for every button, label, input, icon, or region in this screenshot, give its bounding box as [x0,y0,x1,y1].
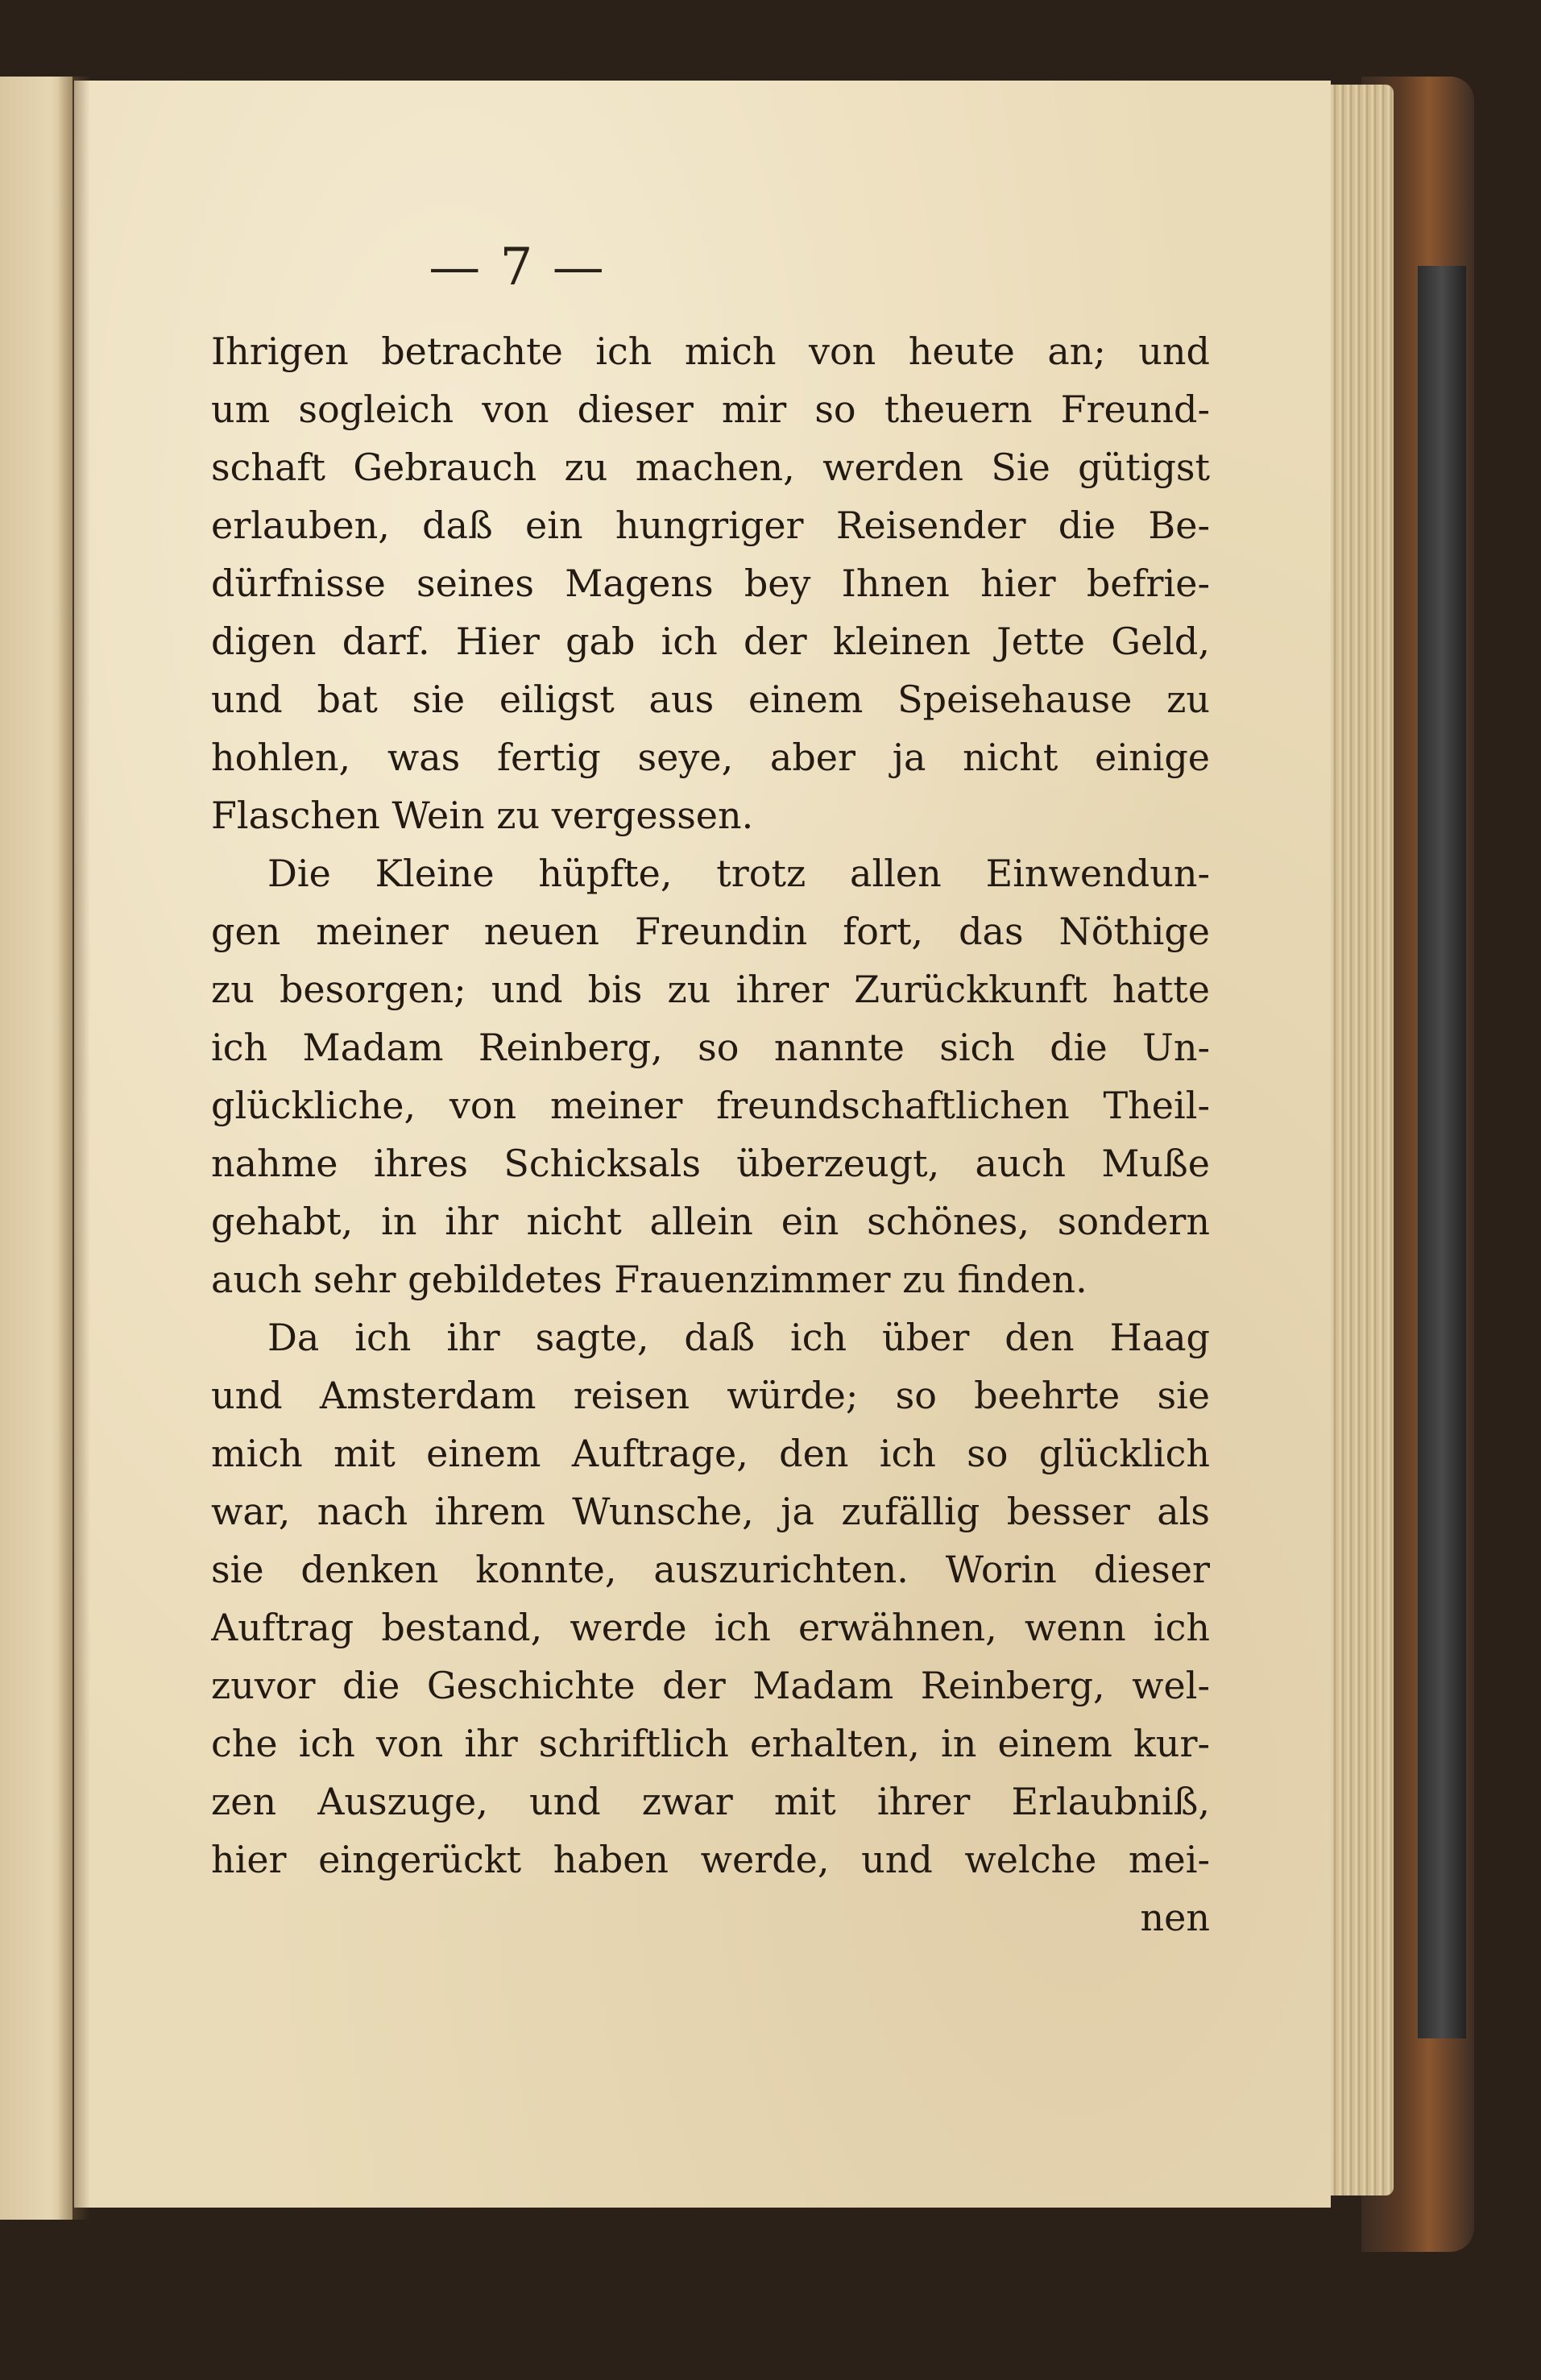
text-line: erlauben, daß ein hungriger Reisender die Be- [211,504,1210,547]
cover-spine-edge [1418,266,1466,2038]
page-text [211,322,1210,1947]
text-line: Auftrag bestand, werde ich erwähnen, wenn ich [211,1606,1210,1649]
text-line: Die Kleine hüpfte, trotz allen Einwendun- [267,852,1210,895]
page-gutter [58,77,90,2220]
text-line: und bat sie eiligst aus einem Speisehause zu [211,678,1210,721]
page-number: — 7 — [429,238,606,297]
text-line: schaft Gebrauch zu machen, werden Sie gütigst [211,446,1210,489]
text-line: mich mit einem Auftrage, den ich so glücklich [211,1432,1210,1475]
text-line: und Amsterdam reisen würde; so beehrte sie [211,1374,1210,1417]
text-line: Da ich ihr sagte, daß ich über den Haag [267,1316,1210,1359]
text-line: zen Auszuge, und zwar mit ihrer Erlaubniß, [211,1780,1210,1823]
text-line: zu besorgen; und bis zu ihrer Zurückkunft hatte [211,968,1210,1011]
text-line: digen darf. Hier gab ich der kleinen Jette Geld, [211,620,1210,663]
text-line: auch sehr gebildetes Frauenzimmer zu finden. [211,1258,1087,1301]
text-line: sie denken konnte, auszurichten. Worin dieser [211,1548,1210,1591]
text-line: um sogleich von dieser mir so theuern Freund- [211,388,1210,431]
book-page [74,81,1331,2208]
text-line: Ihrigen betrachte ich mich von heute an; und [211,330,1210,373]
text-line: nahme ihres Schicksals überzeugt, auch Muße [211,1142,1210,1185]
text-line: gen meiner neuen Freundin fort, das Nöthige [211,910,1210,953]
text-line: war, nach ihrem Wunsche, ja zufällig besser als [211,1490,1210,1533]
text-line: dürfnisse seines Magens bey Ihnen hier befrie- [211,562,1210,605]
text-line: gehabt, in ihr nicht allein ein schönes, sondern [211,1200,1210,1243]
text-line: hohlen, was fertig seye, aber ja nicht einige [211,736,1210,779]
text-line: zuvor die Geschichte der Madam Reinberg, wel- [211,1664,1210,1707]
text-line: che ich von ihr schriftlich erhalten, in einem kur- [211,1722,1210,1765]
catchword: nen [1140,1896,1210,1939]
text-line: Flaschen Wein zu vergessen. [211,794,754,837]
text-line: ich Madam Reinberg, so nannte sich die Un- [211,1026,1210,1069]
text-line: glückliche, von meiner freundschaftlichen Theil- [211,1084,1210,1127]
text-line: hier eingerückt haben werde, und welche mei- [211,1838,1210,1881]
